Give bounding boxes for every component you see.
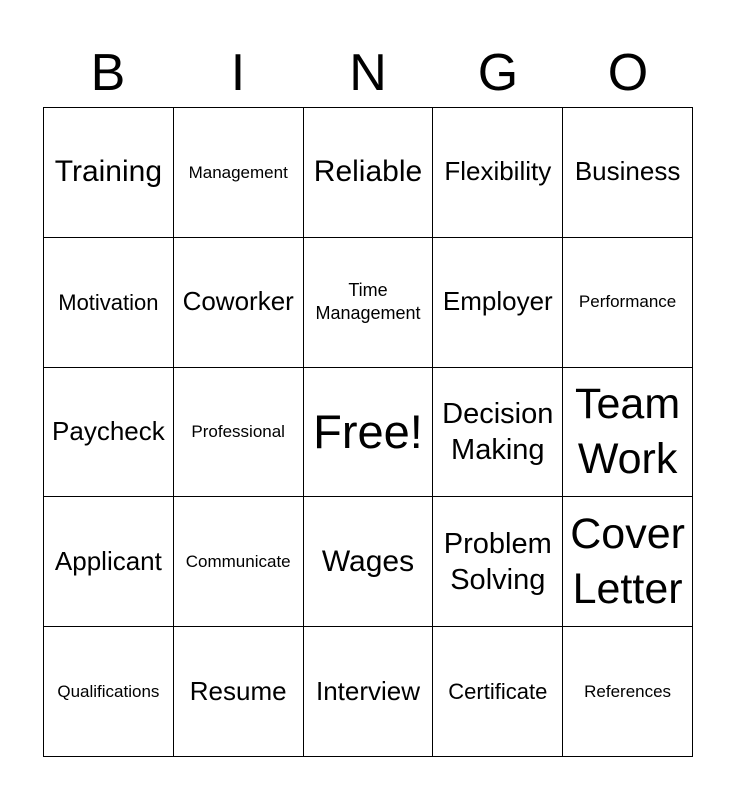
header-letter-b: B xyxy=(90,44,126,102)
cell-label: Interview xyxy=(315,675,421,706)
cell-label: Employer xyxy=(442,286,553,317)
cell-label: Wages xyxy=(321,544,415,578)
cell-label: Certificate xyxy=(448,678,548,704)
cell-label: Flexibility xyxy=(444,156,552,187)
bingo-cell xyxy=(44,497,174,627)
bingo-cell xyxy=(44,238,174,368)
cell-label: Team Work xyxy=(575,379,681,483)
bingo-cell xyxy=(563,238,693,368)
bingo-cell xyxy=(433,238,563,368)
bingo-cell xyxy=(44,368,174,498)
bingo-cell xyxy=(304,108,434,238)
bingo-cell xyxy=(174,238,304,368)
free-space-label: Free! xyxy=(313,404,423,458)
bingo-cell xyxy=(433,627,563,757)
cell-label: Applicant xyxy=(54,545,162,576)
cell-label: Business xyxy=(574,156,681,187)
header-letter-n: N xyxy=(349,44,387,102)
bingo-cell xyxy=(174,108,304,238)
bingo-cell xyxy=(433,108,563,238)
cell-label: Communicate xyxy=(185,552,291,572)
bingo-board xyxy=(43,107,693,757)
header-letter-g: G xyxy=(477,44,519,102)
cell-label: Paycheck xyxy=(52,416,165,447)
cell-label: Professional xyxy=(191,422,285,442)
cell-label: Performance xyxy=(578,292,677,312)
cell-label: Training xyxy=(54,155,163,189)
bingo-header xyxy=(43,40,693,106)
bingo-cell xyxy=(174,368,304,498)
bingo-cell xyxy=(563,108,693,238)
bingo-cell xyxy=(563,497,693,627)
cell-label: References xyxy=(584,681,672,701)
free-space-cell xyxy=(304,368,434,498)
cell-label: Qualifications xyxy=(57,681,160,701)
bingo-cell xyxy=(304,627,434,757)
header-letter-o: O xyxy=(607,44,649,102)
header-letter-i: I xyxy=(230,44,246,102)
bingo-cell xyxy=(44,627,174,757)
bingo-cell xyxy=(304,238,434,368)
bingo-cell xyxy=(174,497,304,627)
cell-label: Time Management xyxy=(315,279,421,324)
bingo-cell xyxy=(304,497,434,627)
cell-label: Reliable xyxy=(313,155,423,189)
cell-label: Resume xyxy=(189,675,287,706)
cell-label: Cover Letter xyxy=(570,509,685,613)
cell-label: Decision Making xyxy=(442,397,554,466)
cell-label: Problem Solving xyxy=(443,527,552,596)
bingo-cell xyxy=(433,497,563,627)
cell-label: Motivation xyxy=(58,289,159,315)
bingo-cell xyxy=(174,627,304,757)
bingo-cell xyxy=(433,368,563,498)
cell-label: Management xyxy=(188,162,288,182)
bingo-cell xyxy=(44,108,174,238)
bingo-cell xyxy=(563,368,693,498)
cell-label: Coworker xyxy=(182,286,294,317)
bingo-cell xyxy=(563,627,693,757)
